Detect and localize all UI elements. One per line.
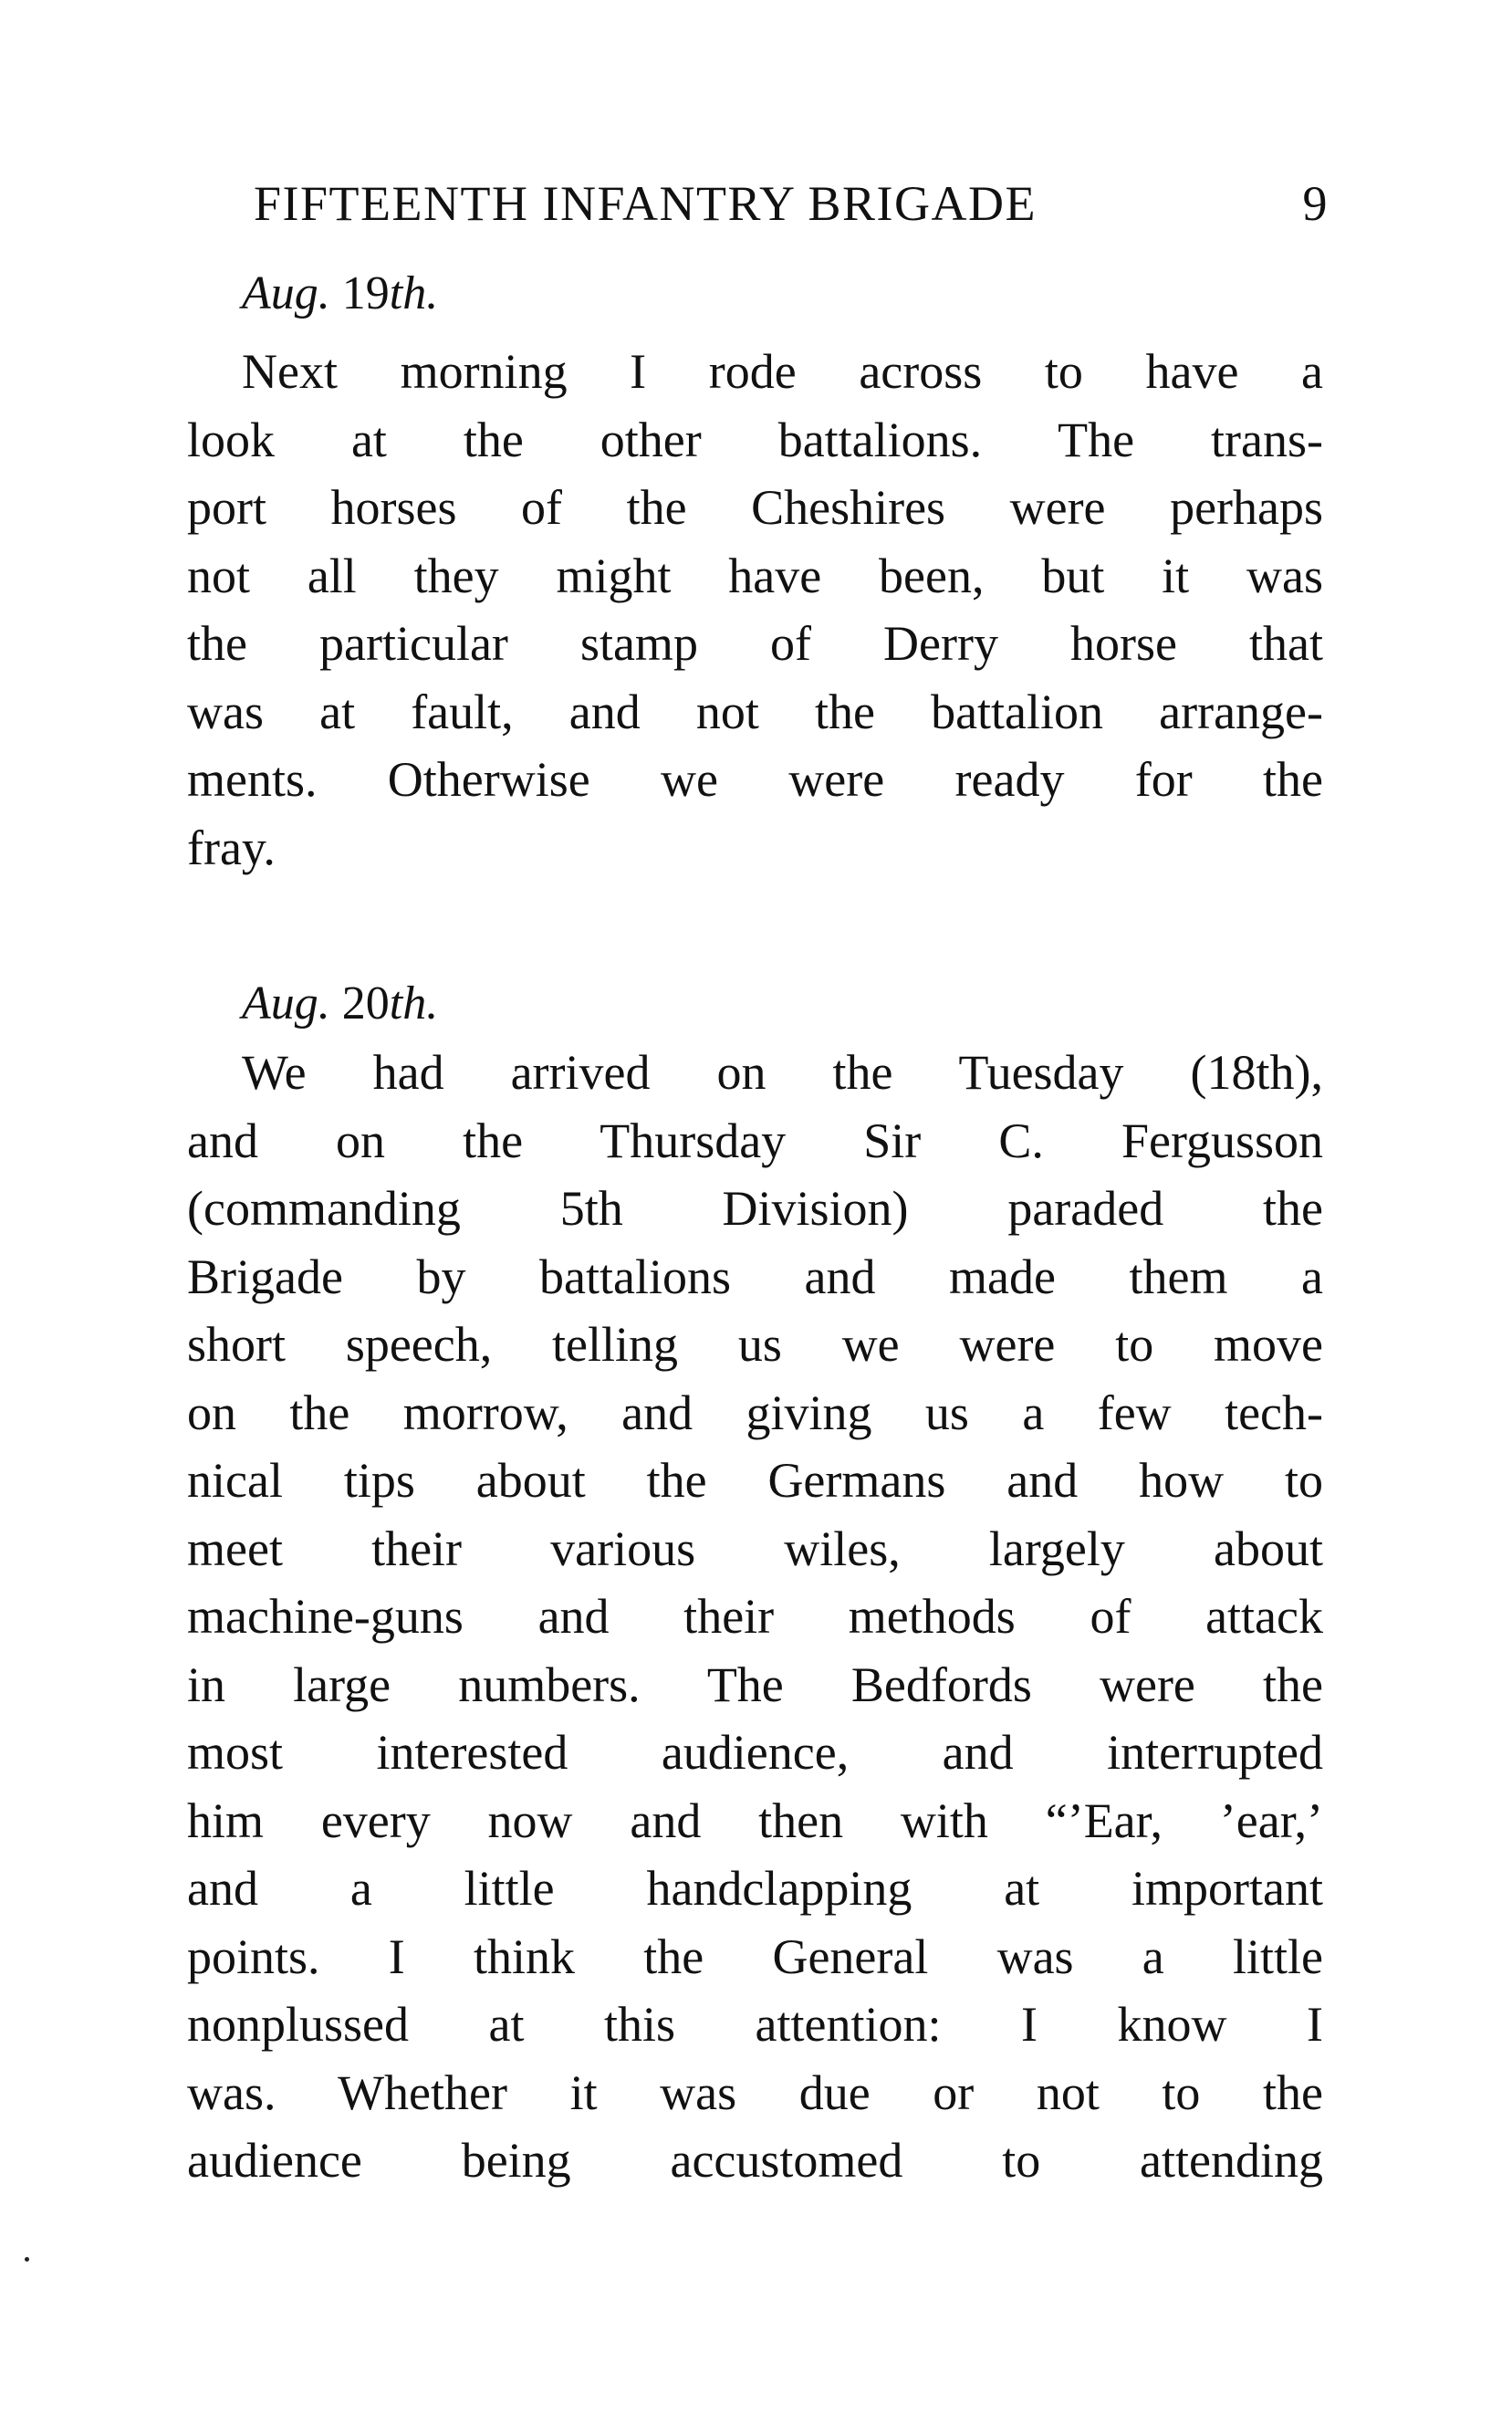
date-day: 19 xyxy=(341,267,390,319)
text-line: short speech, telling us we were to move xyxy=(187,1317,1323,1372)
entry-paragraph-aug-20 xyxy=(187,1039,1323,2195)
text-line: fray. xyxy=(187,820,276,875)
entry-paragraph-aug-19 xyxy=(187,338,1323,882)
text-line: meet their various wiles, largely about xyxy=(187,1521,1323,1576)
text-line: and on the Thursday Sir C. Fergusson xyxy=(187,1113,1323,1168)
text-line: Next morning I rode across to have a xyxy=(242,344,1323,399)
text-line: audience being accustomed to attending xyxy=(187,2133,1323,2188)
date-suffix: th. xyxy=(389,977,439,1029)
text-line: ments. Otherwise we were ready for the xyxy=(187,752,1323,807)
text-line: not all they might have been, but it was xyxy=(187,548,1323,603)
date-suffix: th. xyxy=(389,267,439,319)
text-line: port horses of the Cheshires were perhaps xyxy=(187,480,1323,535)
date-month: Aug. xyxy=(242,977,330,1029)
text-line: was at fault, and not the battalion arrange- xyxy=(187,684,1323,739)
text-line: Brigade by battalions and made them a xyxy=(187,1249,1323,1304)
text-line: on the morrow, and giving us a few tech- xyxy=(187,1385,1323,1440)
date-day: 20 xyxy=(341,977,390,1029)
text-line: him every now and then with “’Ear, ’ear,’ xyxy=(187,1792,1323,1848)
text-line: nical tips about the Germans and how to xyxy=(187,1453,1323,1508)
entry-date-aug-19 xyxy=(242,266,438,321)
text-line: machine-guns and their methods of attack xyxy=(187,1589,1323,1644)
text-line: look at the other battalions. The trans- xyxy=(187,412,1323,467)
text-line: in large numbers. The Bedfords were the xyxy=(187,1656,1323,1712)
text-line: and a little handclapping at important xyxy=(187,1861,1323,1916)
text-line: the particular stamp of Derry horse that xyxy=(187,616,1323,671)
text-line: We had arrived on the Tuesday (18th), xyxy=(242,1045,1323,1100)
text-line: points. I think the General was a little xyxy=(187,1928,1323,1984)
text-line: was. Whether it was due or not to the xyxy=(187,2064,1323,2120)
text-line: (commanding 5th Division) paraded the xyxy=(187,1181,1323,1236)
text-line: nonplussed at this attention: I know I xyxy=(187,1997,1323,2052)
page-number: 9 xyxy=(1302,176,1329,231)
date-month: Aug. xyxy=(242,267,330,319)
chapter-title: FIFTEENTH INFANTRY BRIGADE xyxy=(254,176,1037,231)
ink-speck xyxy=(25,2257,29,2262)
text-line: most interested audience, and interrupted xyxy=(187,1725,1323,1780)
running-head xyxy=(254,175,1329,239)
entry-date-aug-20 xyxy=(242,977,438,1031)
